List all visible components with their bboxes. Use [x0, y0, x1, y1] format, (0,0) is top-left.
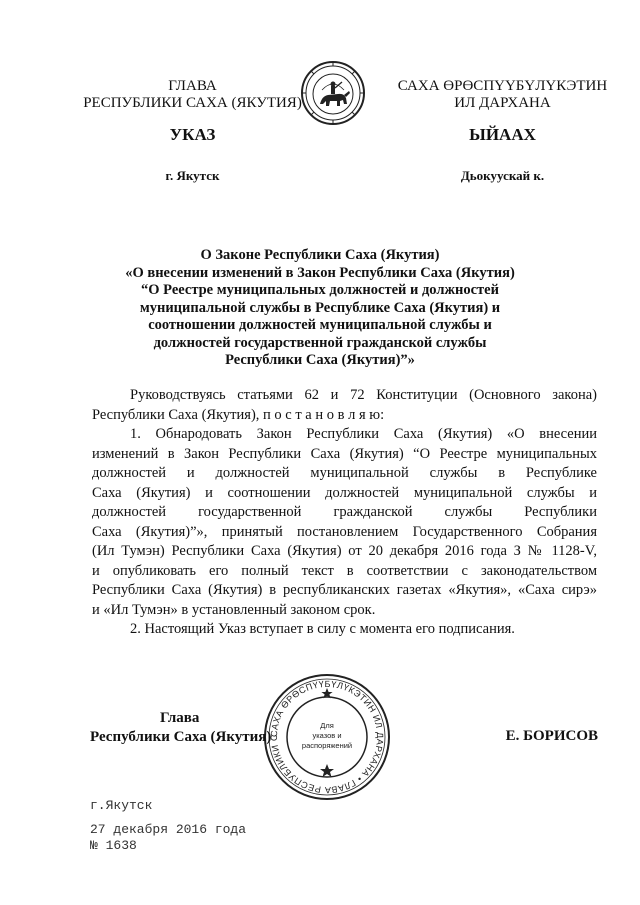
body-line: Саха (Якутия) и соотношении должностей муниципальной службы и	[92, 484, 597, 501]
title-line: “О Реестре муниципальных должностей и должностей	[141, 282, 499, 298]
body-line: Руководствуясь статьями 62 и 72 Конституции (Основного закона)	[130, 387, 597, 403]
stamp-center-line1: Для	[320, 721, 334, 730]
decree-title	[90, 247, 550, 370]
right-doc-type: ЫЙААХ	[469, 125, 536, 144]
right-header	[385, 78, 620, 112]
official-stamp	[262, 672, 392, 802]
title-line: муниципальной службы в Республике Саха (Якутия) и	[139, 299, 501, 316]
left-doc-type: УКАЗ	[169, 125, 216, 144]
footer-city: г.Якутск	[90, 798, 153, 813]
title-line: О Законе Республики Саха (Якутия)	[200, 247, 440, 263]
signature-position-line2: Республики Саха (Якутия)	[90, 729, 272, 745]
right-title-line1: САХА ӨРӨСПҮҮБҮЛҮКЭТИН	[397, 78, 608, 94]
body-line: Республики Саха (Якутия) в республиканских газетах «Якутия», «Саха сирэ»	[92, 582, 597, 598]
stamp-center-line3: распоряжений	[301, 741, 353, 750]
footer-date: 27 декабря 2016 года	[90, 822, 247, 837]
body-line: и «Ил Тумэн» в установленный законом срок.	[92, 601, 376, 618]
decree-body	[92, 386, 597, 640]
title-line: должностей государственной гражданской службы	[153, 334, 487, 351]
stamp-center-line2: указов и	[312, 731, 342, 740]
body-line: изменений в Закон Республики Саха (Якутия) “О Реестре муниципальных	[92, 445, 597, 462]
signature-position-line1: Глава	[160, 710, 200, 726]
left-header	[70, 78, 315, 112]
left-title-line2: РЕСПУБЛИКИ САХА (ЯКУТИЯ)	[83, 95, 302, 111]
footer-block	[90, 798, 246, 854]
title-line: соотношении должностей муниципальной службы и	[148, 317, 492, 333]
signatory-name: Е. БОРИСОВ	[505, 728, 598, 744]
body-line: 1. Обнародовать Закон Республики Саха (Якутия) «О внесении	[130, 426, 597, 442]
left-city: г. Якутск	[165, 168, 220, 183]
title-line: «О внесении изменений в Закон Республики Саха (Якутия)	[125, 264, 515, 281]
sakha-emblem-icon	[300, 60, 366, 126]
signature-position	[90, 709, 271, 747]
footer-number: № 1638	[90, 838, 137, 853]
body-line: 2. Настоящий Указ вступает в силу с момента его подписания.	[130, 621, 515, 637]
left-title-line1: ГЛАВА	[168, 78, 217, 94]
body-line: Республики Саха (Якутия), п о с т а н о в л я ю:	[92, 406, 385, 423]
body-line: (Ил Тумэн) Республики Саха (Якутия) от 20 декабря 2016 года З № 1128-V,	[92, 543, 597, 559]
body-line: и опубликовать его полный текст в соответствии с законодательством	[92, 562, 597, 579]
right-title-line2: ИЛ ДАРХАНА	[454, 95, 551, 111]
body-line: должностей и должностей муниципальной службы в Республике	[92, 465, 597, 481]
body-line: Саха (Якутия)”», принятый постановлением Государственного Собрания	[92, 523, 597, 540]
stamp-ring-text: САХА ӨРӨСПҮҮБҮЛҮКЭТИН ИЛ ДАРХАНА • ГЛАВА РЕСПУБЛИКИ С	[268, 678, 386, 796]
star-icon	[320, 764, 334, 777]
title-line: Республики Саха (Якутия)”»	[225, 352, 415, 368]
body-line: должностей государственной гражданской службы Республики	[92, 504, 597, 520]
right-city: Дьокуускай к.	[460, 168, 545, 183]
